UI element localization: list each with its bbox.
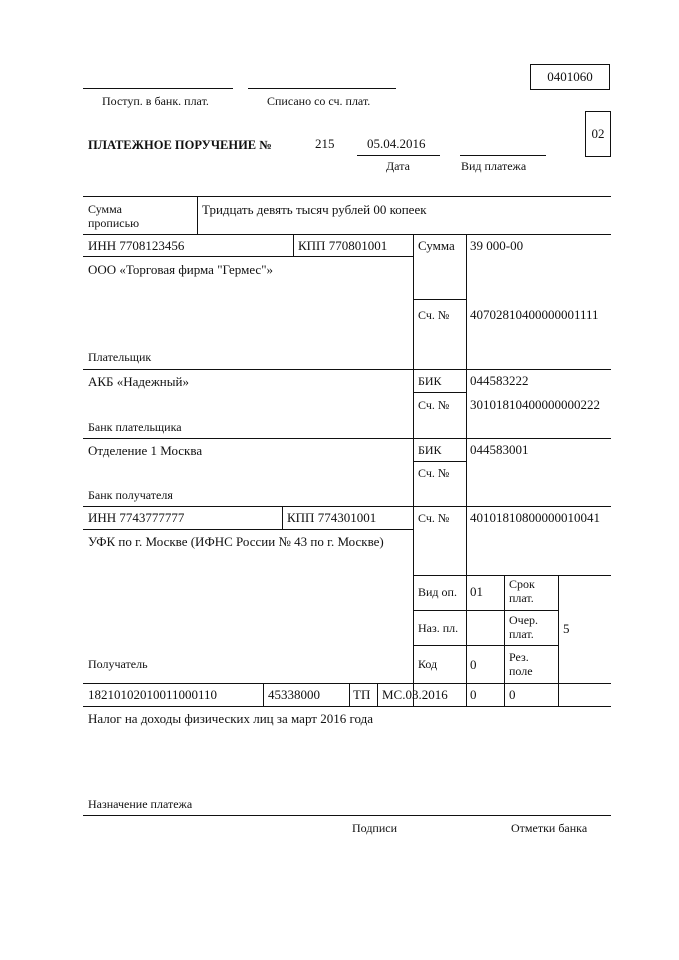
payment-type-line [460,155,546,156]
signatures-label: Подписи [352,821,398,835]
payer-inn-line [83,256,413,257]
received-date-line [83,88,233,89]
debited-date-line [248,88,396,89]
recipient-label: Получатель [88,657,148,671]
recipient-bank-bik-label: БИК [418,443,442,457]
payer-bank-top-line [83,369,611,370]
purpose-code-label: Наз. пл. [418,621,459,635]
recipient-account-value: 40101810800000010041 [470,510,600,525]
recipient-kpp: КПП 774301001 [287,510,377,525]
amount-words-top-line [83,196,611,197]
form-code-box [530,64,610,90]
oktmo-value: 45338000 [268,687,320,702]
tax-div-1 [263,683,264,706]
recipient-bank-account-label: Сч. № [418,466,450,480]
code-value: 0 [470,657,477,672]
recipient-inn: ИНН 7743777777 [88,510,185,525]
form-code: 0401060 [547,69,593,84]
payer-bank-bik-line [413,392,466,393]
payment-type-label: Вид платежа [461,159,527,173]
tax-row-bottom-line [83,706,611,707]
bank-marks-label: Отметки банка [511,821,588,835]
order-number: 215 [315,136,335,151]
op-type-value: 01 [470,584,483,599]
op-type-label: Вид оп. [418,585,457,599]
reserve-label: Рез. поле [509,650,533,678]
payer-bank-account-label: Сч. № [418,398,450,412]
sum-value: 39 000-00 [470,238,524,253]
recipient-bank-bik-value: 044583001 [470,442,529,457]
payer-inn-kpp-divider [293,234,294,256]
received-label: Поступ. в банк. плат. [102,94,209,108]
recipient-account-bottom-line [413,575,611,576]
payer-bank-label: Банк плательщика [88,420,182,434]
amount-words-divider [197,196,198,234]
amount-words-value: Тридцать девять тысяч рублей 00 копеек [202,202,427,217]
payer-bank-bik-value: 044583222 [470,373,529,388]
purpose-bottom-line [83,815,611,816]
debited-label: Списано со сч. плат. [267,94,371,108]
values-vertical-divider [466,234,467,706]
page-title: ПЛАТЕЖНОЕ ПОРУЧЕНИЕ № [88,138,272,152]
recipient-inn-kpp-divider [282,506,283,529]
recipient-account-label: Сч. № [418,511,450,525]
tax-div-2 [349,683,350,706]
payer-bank-bik-label: БИК [418,374,442,388]
amount-words-label: Сумма прописью [88,202,140,230]
doc-date-value: 0 [509,687,516,702]
term-label: Срок плат. [509,577,535,605]
tax-row-top-line [83,683,611,684]
order-date: 05.04.2016 [367,136,426,151]
payer-account-value: 40702810400000001111 [470,307,599,322]
purpose-code-bottom-line [413,645,558,646]
period-value: МС.03.2016 [382,687,448,702]
recipient-bank-name: Отделение 1 Москва [88,443,203,458]
payer-account-label: Сч. № [418,308,450,322]
recipient-name: УФК по г. Москве (ИФНС России № 43 по г. Москве) [88,534,384,549]
main-vertical-divider [413,234,414,706]
order-label: Очер. плат. [509,613,539,641]
doc-number-value: 0 [470,687,477,702]
payer-inn: ИНН 7708123456 [88,238,185,253]
payer-bank-account-value: 30101810400000000222 [470,397,600,412]
sum-label: Сумма [418,238,455,253]
tax-div-3 [377,683,378,706]
code-label: Код [418,657,438,671]
op-type-bottom-line [413,610,558,611]
payer-name: ООО «Торговая фирма "Гермес"» [88,262,273,277]
recipient-inn-line [83,529,413,530]
status-code: 02 [591,126,605,141]
payer-label: Плательщик [88,350,152,364]
payer-kpp: КПП 770801001 [298,238,388,253]
payer-bank-name: АКБ «Надежный» [88,374,189,389]
purpose-label: Назначение платежа [88,797,193,811]
basis-value: ТП [353,687,371,702]
tax-div-5 [558,683,559,706]
date-label: Дата [386,159,410,173]
status-code-box [585,111,611,157]
purpose-text: Налог на доходы физических лиц за март 2016 года [88,711,373,726]
kbk-value: 18210102010011000110 [88,687,218,702]
recipient-bank-bik-line [413,461,466,462]
order-value: 5 [563,621,570,636]
tax-div-4 [504,683,505,706]
recipient-top-line [83,506,611,507]
payer-top-line [83,234,611,235]
recipient-bank-label: Банк получателя [88,488,173,502]
recipient-bank-top-line [83,438,611,439]
sum-bottom-line [413,299,466,300]
date-line [357,155,440,156]
